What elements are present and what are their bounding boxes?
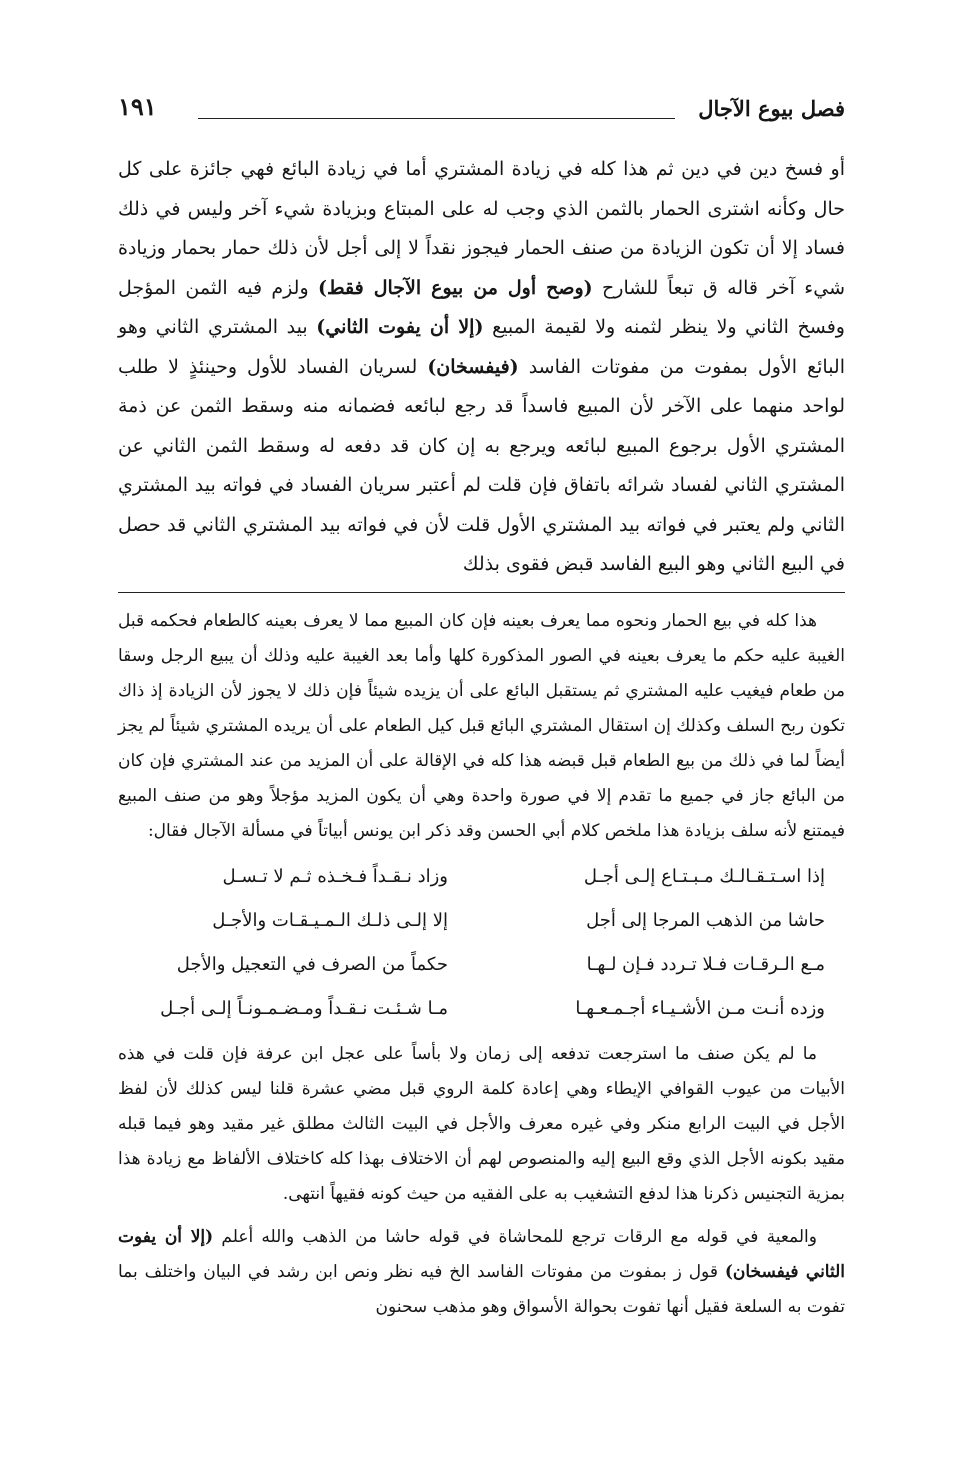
verse-first-hemistich: مـع الـرقـات فـلا تـردد فـإن لـهـا xyxy=(586,954,825,975)
poem-verse xyxy=(118,943,845,987)
main-text-part: ولزم فيه الثمن المؤجل وفسخ الثاني ولا ينظر لثمنه ولا لقيمة المبيع xyxy=(118,276,845,338)
matn-quote: (إلا أن يفوت الثاني) xyxy=(316,316,484,338)
page-number: ١٩١ xyxy=(118,92,157,121)
verse-second-hemistich: إلا إلـى ذلـك الـمـيـقـات والأجـل xyxy=(212,910,448,931)
poem-verse xyxy=(118,899,845,943)
footnote-paragraph: هذا كله في بيع الحمار ونحوه مما يعرف بعينه فإن كان المبيع مما لا يعرف بعينه كالطعام فحكمه قبل الغيبة عليه حكم ما يعرف بعينه في الصور المذكورة كلها وأما بعد الغيبة عليه وذلك أن يبيع الرجل وسقا من طعام فيغيب عليه المشتري ثم يستقبل البائع على أن يزيده شيئاً فإن ذلك لا يجوز لأن الزيادة إذ ذاك تكون ربح السلف وكذلك إن استقال المشتري البائع قبل كيل الطعام على أن يريده المشتري شيئاً لم يجز أيضاً لما في ذلك من بيع الطعام قبل قبضه هذا كله في الإقالة على أن المزيد من عند المشتري فإن كان من البائع جاز في جميع ما تقدم إلا في صورة واحدة وهي أن يكون المزيد مؤجلاً وهو من صنف المبيع فيمتنع لأنه سلف بزيادة هذا ملخص كلام أبي الحسن وقد ذكر ابن يونس أبياتاً في مسألة الآجال فقال: xyxy=(118,611,845,841)
verse-first-hemistich: وزده أنـت مـن الأشـيـاء أجـمـعـهـا xyxy=(575,998,825,1019)
footnotes xyxy=(118,604,845,1325)
chapter-title: فصل بيوع الآجال xyxy=(698,96,845,121)
poem-verse xyxy=(118,987,845,1031)
main-text xyxy=(118,150,845,585)
verse-first-hemistich: حاشا من الذهب المرجا إلى أجل xyxy=(586,910,825,931)
matn-quote: (وصح أول من بيوع الآجال فقط) xyxy=(318,276,593,299)
footnote-text-part: والمعية في قوله مع الرقات ترجع للمحاشاة في قوله حاشا من الذهب والله أعلم xyxy=(221,1227,817,1247)
footnote-paragraph xyxy=(118,1220,845,1325)
verse-second-hemistich: وزاد نـقـداً فـخـذه ثـم لا تـسـل xyxy=(222,866,448,887)
matn-quote: (إلا أن يفوت الثاني فيفسخان) xyxy=(118,1227,846,1282)
main-text-part: أو فسخ دين في دين ثم هذا كله في زيادة المشتري أما في زيادة البائع فهي جائزة على كل حال وكأنه اشترى الحمار بالثمن الذي وجب له على المبتاع وبزيادة شيء آخر وليس في ذلك فساد إلا أن تكون الزيادة من صنف الحمار فيجوز نقداً لا إلى أجل لأن ذلك حمار بحمار وزيادة شيء آخر قاله ق تبعاً للشارح xyxy=(118,158,845,299)
header-rule xyxy=(198,118,675,119)
matn-quote: (فيفسخان) xyxy=(427,355,519,378)
running-header xyxy=(118,94,845,134)
footnote-separator xyxy=(118,592,845,593)
verse-second-hemistich: مـا شـئـت نـقـداً ومـضـمـونـاً إلـى أجـل xyxy=(160,998,448,1019)
main-text-part: بيد المشتري الثاني وهو البائع الأول بمفوت من مفوتات الفاسد xyxy=(118,316,845,378)
footnote-paragraph: ما لم يكن صنف ما استرجعت تدفعه إلى زمان ولا بأساً على عجل ابن عرفة فإن قلت في هذه الأبيات من عيوب القوافي الإيطاء وهي إعادة كلمة الروي قبل مضي عشرة قلنا ليس كذلك لأن لفظ الأجل في البيت الرابع منكر وفي غيره معرف والأجل في البيت الثالث مطلق غير مقيد وهو فيما قبله مقيد بكونه الأجل الذي وقع البيع إليه والمنصوص لهم أن الاختلاف بهذا كله كاختلاف الألفاظ مع زيادة هذا بمزية التجنيس ذكرنا هذا لدفع التشغيب به على الفقيه من حيث كونه فقيهاً انتهى. xyxy=(118,1044,845,1204)
verse-second-hemistich: حكماً من الصرف في التعجيل والأجل xyxy=(176,954,448,975)
poem-verse xyxy=(118,855,845,899)
verse-first-hemistich: إذا اسـتـقـالـك مـبـتـاع إلـى أجـل xyxy=(583,866,825,887)
footnote-text-part: قول ز بمفوت من مفوتات الفاسد الخ فيه نظر ونص ابن رشد في البيان واختلف بما تفوت به السلعة فقيل أنها تفوت بحوالة الأسواق وهو مذهب سحنون xyxy=(118,1262,845,1317)
main-text-part: لسريان الفساد للأول وحينئذٍ لا طلب لواحد منهما على الآخر لأن المبيع فاسداً قد رجع لبائعه فضمانه منه وسقط الثمن عن ذمة المشتري الأول برجوع المبيع لبائعه ويرجع به إن كان قد دفعه له وسقط الثمن الثاني عن المشتري الثاني لفساد شرائه باتفاق فإن قلت لم أعتبر سريان الفساد في فواته بيد المشتري الثاني ولم يعتبر في فواته بيد المشتري الأول قلت لأن في فواته بيد المشتري الثاني قد حصل في البيع الثاني وهو البيع الفاسد قبض فقوى بذلك xyxy=(118,355,845,575)
poem xyxy=(118,855,845,1031)
